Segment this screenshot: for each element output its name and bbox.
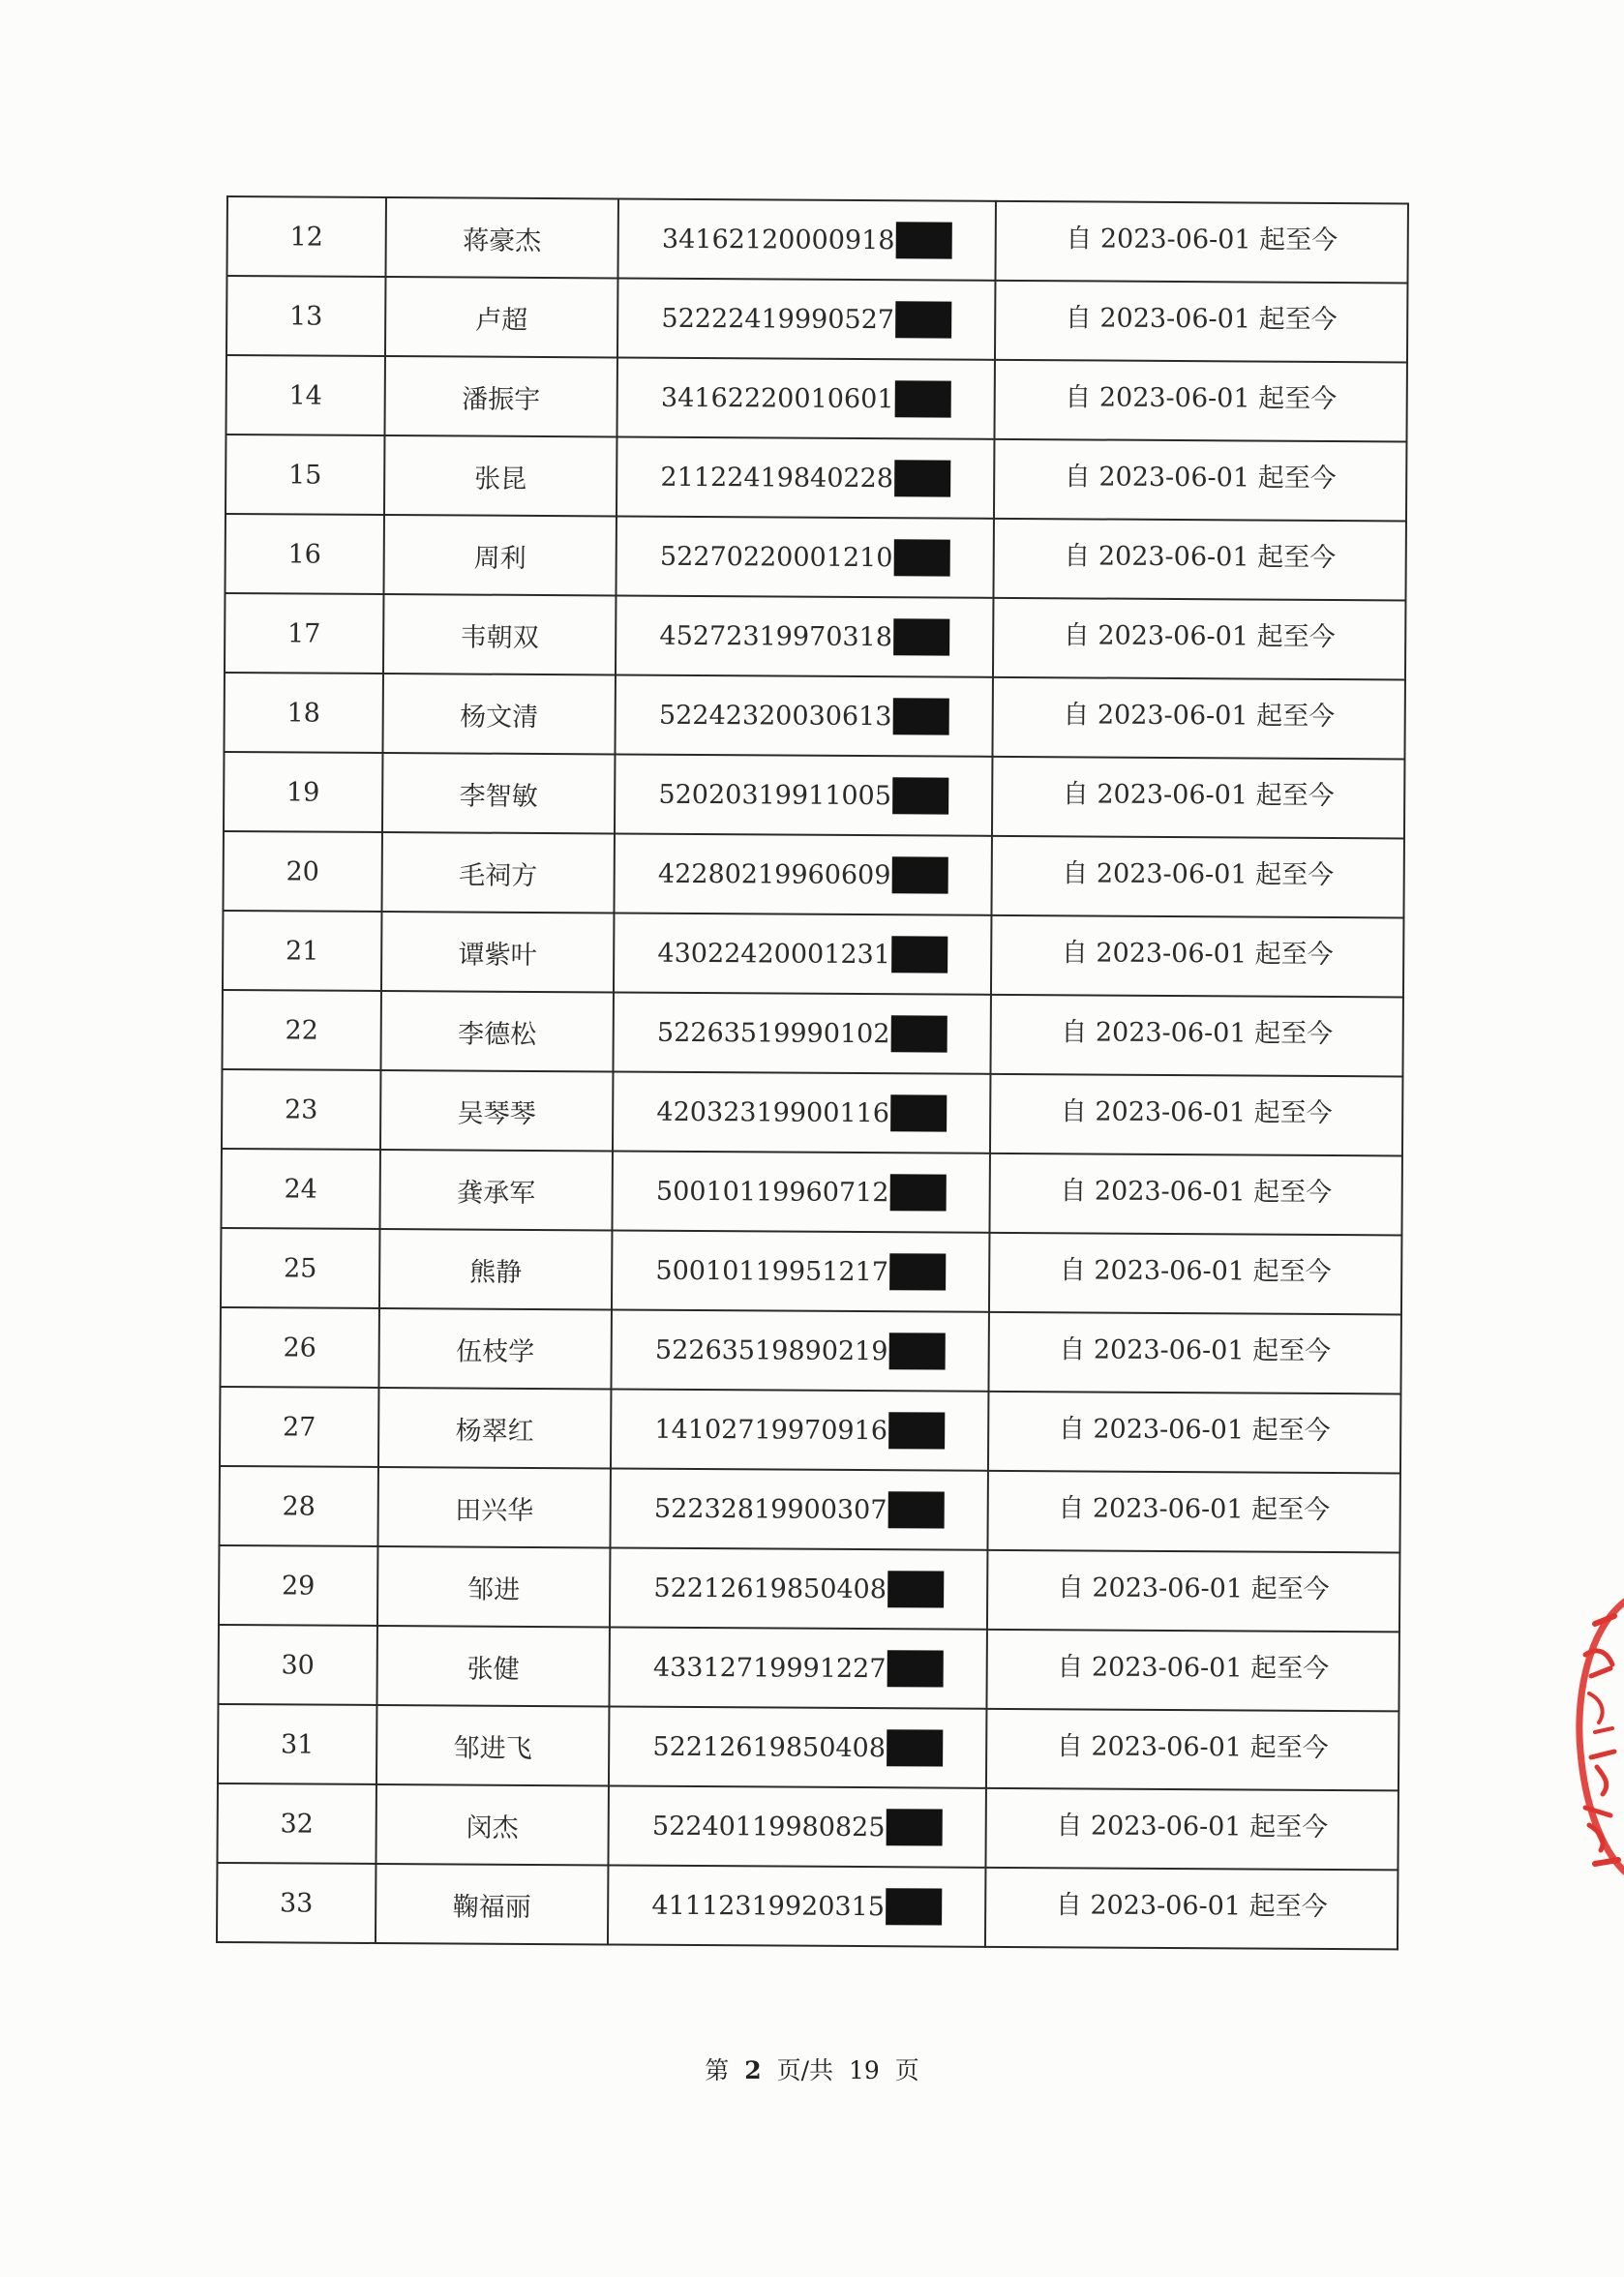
- employee-name-cell: 谭紫叶: [381, 912, 614, 992]
- id-number-text: 52263519890219: [654, 1334, 888, 1366]
- employment-period-cell: [992, 677, 1404, 760]
- table-row: [217, 1783, 1398, 1870]
- employment-period-text: 自 2023-06-01 起至今: [1065, 381, 1338, 414]
- id-number-wrapper: [659, 617, 949, 656]
- employment-period-text: 自 2023-06-01 起至今: [1063, 619, 1336, 652]
- redaction-block: [894, 460, 950, 496]
- id-number-wrapper: [652, 1728, 943, 1767]
- employment-period-text: 自 2023-06-01 起至今: [1057, 1651, 1330, 1684]
- id-number-cell: [613, 1071, 990, 1153]
- id-number-text: 52222419990527: [661, 303, 895, 335]
- row-number-cell: 33: [217, 1863, 376, 1943]
- redaction-block: [888, 1333, 945, 1369]
- employment-period-text: 自 2023-06-01 起至今: [1057, 1572, 1330, 1604]
- id-number-wrapper: [660, 459, 950, 497]
- employee-name-cell: 邹进飞: [376, 1705, 609, 1785]
- id-number-wrapper: [657, 935, 947, 974]
- employment-period-cell: [995, 281, 1407, 363]
- employment-period-cell: [991, 836, 1403, 918]
- row-number-cell: 17: [225, 593, 383, 674]
- row-number-cell: 25: [221, 1228, 379, 1308]
- employment-period-cell: [993, 598, 1405, 680]
- id-number-cell: [611, 1309, 988, 1391]
- id-number-text: 52242320030613: [658, 700, 892, 732]
- redaction-block: [887, 1491, 944, 1528]
- employment-period-cell: [986, 1630, 1398, 1712]
- row-number-cell: 18: [224, 673, 382, 753]
- employee-name-cell: 闵杰: [376, 1784, 608, 1865]
- id-number-cell: [608, 1865, 985, 1946]
- table-row: [226, 196, 1407, 283]
- id-number-cell: [616, 516, 993, 597]
- row-number-cell: 21: [223, 911, 381, 991]
- employment-period-text: 自 2023-06-01 起至今: [1059, 1333, 1332, 1366]
- id-number-cell: [613, 992, 990, 1073]
- table-row: [219, 1545, 1399, 1632]
- table-row: [221, 1149, 1401, 1235]
- redaction-block: [890, 1015, 947, 1052]
- id-number-text: 41112319920315: [651, 1890, 886, 1922]
- employment-period-text: 自 2023-06-01 起至今: [1059, 1254, 1332, 1287]
- id-number-wrapper: [654, 1411, 945, 1450]
- redaction-block: [893, 539, 949, 576]
- row-number-cell: 16: [225, 514, 383, 594]
- id-number-cell: [609, 1706, 986, 1787]
- table-row: [226, 434, 1406, 521]
- employment-period-cell: [986, 1709, 1398, 1791]
- id-number-wrapper: [661, 300, 951, 339]
- employee-name-cell: 韦朝双: [383, 594, 616, 674]
- employee-name-cell: 田兴华: [377, 1467, 610, 1547]
- employment-period-cell: [987, 1550, 1399, 1633]
- id-number-text: 52232819900307: [653, 1493, 887, 1525]
- employment-period-text: 自 2023-06-01 起至今: [1063, 699, 1336, 732]
- red-seal-stamp: [1556, 1587, 1624, 1887]
- id-number-wrapper: [660, 538, 950, 577]
- id-number-wrapper: [653, 1649, 944, 1688]
- table-row: [224, 673, 1404, 759]
- table-row: [218, 1704, 1398, 1790]
- id-number-cell: [611, 1389, 988, 1470]
- employee-name-cell: 杨文清: [382, 674, 615, 754]
- employment-period-cell: [990, 995, 1402, 1077]
- employee-name-cell: 吴琴琴: [380, 1070, 613, 1151]
- table-row: [224, 752, 1404, 838]
- table-row: [223, 911, 1403, 997]
- employment-period-text: 自 2023-06-01 起至今: [1062, 778, 1335, 811]
- id-number-cell: [609, 1627, 986, 1708]
- employment-period-text: 自 2023-06-01 起至今: [1065, 302, 1338, 335]
- row-number-cell: 31: [218, 1704, 376, 1784]
- table-row: [220, 1307, 1400, 1393]
- id-number-cell: [617, 357, 994, 438]
- id-number-wrapper: [653, 1570, 944, 1608]
- employment-period-text: 自 2023-06-01 起至今: [1058, 1413, 1331, 1446]
- redaction-block: [892, 777, 948, 814]
- row-number-cell: 22: [222, 990, 380, 1070]
- employee-name-cell: 张健: [376, 1626, 609, 1706]
- row-number-cell: 30: [218, 1625, 376, 1705]
- id-number-text: 43312719991227: [652, 1652, 887, 1684]
- employee-name-cell: 周利: [383, 515, 616, 595]
- id-number-wrapper: [655, 1332, 946, 1370]
- footer-prefix: 第: [705, 2056, 730, 2084]
- row-number-cell: 23: [222, 1069, 380, 1150]
- footer-total-pages: 19: [848, 2056, 880, 2084]
- employment-period-cell: [988, 1392, 1400, 1474]
- id-number-wrapper: [658, 855, 948, 894]
- id-number-text: 42280219960609: [657, 858, 891, 890]
- redaction-block: [891, 856, 947, 893]
- redaction-block: [891, 936, 947, 973]
- id-number-wrapper: [656, 1094, 947, 1132]
- employment-period-cell: [985, 1788, 1398, 1871]
- employment-period-text: 自 2023-06-01 起至今: [1058, 1492, 1331, 1525]
- employee-table-body: [217, 196, 1408, 1949]
- id-number-cell: [615, 674, 992, 756]
- id-number-cell: [617, 278, 995, 359]
- row-number-cell: 28: [219, 1466, 377, 1546]
- employee-name-cell: 熊静: [379, 1229, 612, 1309]
- employee-name-cell: 毛祠方: [381, 832, 614, 913]
- id-number-cell: [617, 436, 994, 518]
- employment-period-cell: [989, 1233, 1401, 1315]
- row-number-cell: 24: [221, 1149, 379, 1229]
- id-number-wrapper: [651, 1887, 942, 1926]
- employment-period-text: 自 2023-06-01 起至今: [1055, 1889, 1328, 1922]
- id-number-wrapper: [659, 697, 949, 735]
- row-number-cell: 19: [224, 752, 382, 832]
- employee-name-cell: 李德松: [380, 991, 613, 1071]
- redaction-block: [889, 1174, 946, 1211]
- id-number-text: 42032319900116: [656, 1096, 890, 1128]
- id-number-cell: [612, 1230, 989, 1311]
- redaction-block: [895, 222, 951, 258]
- id-number-text: 50010119960712: [655, 1176, 889, 1208]
- id-number-cell: [614, 913, 991, 994]
- id-number-wrapper: [656, 1173, 947, 1212]
- employee-name-cell: 蒋豪杰: [385, 197, 617, 278]
- employee-name-cell: 卢超: [385, 277, 617, 357]
- row-number-cell: 20: [223, 831, 381, 912]
- id-number-text: 52212619850408: [652, 1731, 887, 1763]
- employment-period-text: 自 2023-06-01 起至今: [1060, 1175, 1333, 1208]
- id-number-text: 52263519990102: [656, 1017, 890, 1049]
- row-number-cell: 26: [220, 1307, 378, 1388]
- row-number-cell: 15: [226, 434, 384, 515]
- seal-fragment-icon: [1556, 1587, 1624, 1887]
- row-number-cell: 29: [219, 1545, 377, 1626]
- employee-table: [216, 195, 1409, 1950]
- id-number-text: 52212619850408: [653, 1573, 887, 1604]
- id-number-text: 34162220010601: [660, 382, 894, 414]
- employee-name-cell: 邹进: [377, 1546, 610, 1627]
- redaction-block: [887, 1729, 943, 1766]
- employment-period-text: 自 2023-06-01 起至今: [1064, 540, 1337, 573]
- table-row: [222, 1069, 1402, 1155]
- table-row: [225, 593, 1405, 679]
- row-number-cell: 27: [220, 1387, 378, 1467]
- id-number-wrapper: [657, 1014, 947, 1053]
- employment-period-cell: [989, 1153, 1401, 1236]
- id-number-wrapper: [658, 776, 948, 815]
- id-number-cell: [617, 198, 995, 280]
- table-row: [223, 831, 1403, 917]
- id-number-wrapper: [661, 379, 951, 418]
- employment-period-cell: [995, 201, 1407, 284]
- table-row: [217, 1863, 1398, 1949]
- employee-name-cell: 潘振宇: [384, 356, 617, 436]
- table-row: [225, 514, 1405, 600]
- redaction-block: [887, 1571, 944, 1607]
- employment-period-text: 自 2023-06-01 起至今: [1056, 1810, 1329, 1843]
- employee-name-cell: 李智敏: [382, 753, 615, 833]
- table-row: [218, 1625, 1398, 1711]
- employment-period-cell: [994, 360, 1406, 442]
- employment-period-cell: [987, 1471, 1399, 1553]
- id-number-text: 34162120000918: [661, 224, 895, 255]
- redaction-block: [887, 1650, 943, 1687]
- id-number-text: 52270220001210: [659, 541, 893, 573]
- id-number-text: 21122419840228: [660, 462, 894, 494]
- row-number-cell: 14: [226, 355, 384, 435]
- redaction-block: [893, 618, 949, 655]
- redaction-block: [886, 1809, 942, 1845]
- id-number-text: 52240119980825: [651, 1811, 886, 1843]
- id-number-cell: [612, 1151, 989, 1232]
- table-row: [219, 1466, 1399, 1552]
- footer-suffix: 页: [894, 2056, 919, 2084]
- id-number-cell: [615, 754, 992, 835]
- row-number-cell: 12: [226, 196, 385, 277]
- id-number-wrapper: [655, 1252, 946, 1291]
- id-number-wrapper: [662, 221, 952, 259]
- id-number-text: 52020319911005: [658, 779, 892, 811]
- id-number-text: 43022420001231: [657, 938, 891, 970]
- employee-name-cell: 鞠福丽: [376, 1864, 608, 1944]
- id-number-text: 50010119951217: [655, 1255, 889, 1287]
- id-number-text: 45272319970318: [659, 620, 893, 652]
- employment-period-cell: [988, 1312, 1400, 1394]
- footer-page-number: 2: [744, 2056, 762, 2084]
- employment-period-text: 自 2023-06-01 起至今: [1060, 1095, 1333, 1128]
- id-number-cell: [610, 1547, 987, 1629]
- id-number-cell: [608, 1785, 985, 1867]
- employment-period-cell: [990, 1074, 1402, 1156]
- id-number-wrapper: [654, 1490, 945, 1529]
- employment-period-cell: [994, 439, 1406, 522]
- row-number-cell: 32: [217, 1783, 376, 1864]
- redaction-block: [886, 1888, 942, 1925]
- employee-name-cell: 伍枝学: [378, 1308, 611, 1389]
- table-row: [226, 276, 1407, 362]
- table-row: [222, 990, 1402, 1076]
- id-number-cell: [610, 1468, 987, 1549]
- employment-period-text: 自 2023-06-01 起至今: [1061, 937, 1334, 970]
- table-row: [226, 355, 1406, 441]
- employee-name-cell: 张昆: [384, 435, 617, 516]
- redaction-block: [894, 380, 950, 417]
- redaction-block: [895, 301, 951, 338]
- employment-period-text: 自 2023-06-01 起至今: [1066, 223, 1338, 255]
- employment-period-cell: [993, 519, 1405, 601]
- row-number-cell: 13: [226, 276, 385, 356]
- id-number-text: 14102719970916: [654, 1414, 888, 1446]
- employment-period-text: 自 2023-06-01 起至今: [1062, 857, 1335, 890]
- employment-period-cell: [991, 915, 1403, 998]
- employment-period-text: 自 2023-06-01 起至今: [1064, 461, 1337, 494]
- employee-name-cell: 杨翠红: [378, 1388, 611, 1468]
- employee-name-cell: 龚承军: [379, 1150, 612, 1230]
- redaction-block: [890, 1094, 947, 1131]
- employment-period-cell: [992, 757, 1404, 839]
- table-row: [221, 1228, 1401, 1314]
- redaction-block: [889, 1253, 946, 1290]
- table-row: [220, 1387, 1400, 1473]
- id-number-wrapper: [652, 1808, 943, 1846]
- employment-period-cell: [985, 1868, 1398, 1950]
- redaction-block: [892, 698, 948, 734]
- employment-period-text: 自 2023-06-01 起至今: [1056, 1730, 1329, 1763]
- page-footer: [0, 2052, 1624, 2086]
- id-number-cell: [616, 595, 993, 676]
- employment-period-text: 自 2023-06-01 起至今: [1061, 1016, 1334, 1049]
- redaction-block: [888, 1412, 945, 1449]
- footer-middle: 页/共: [776, 2056, 834, 2084]
- id-number-cell: [614, 833, 991, 914]
